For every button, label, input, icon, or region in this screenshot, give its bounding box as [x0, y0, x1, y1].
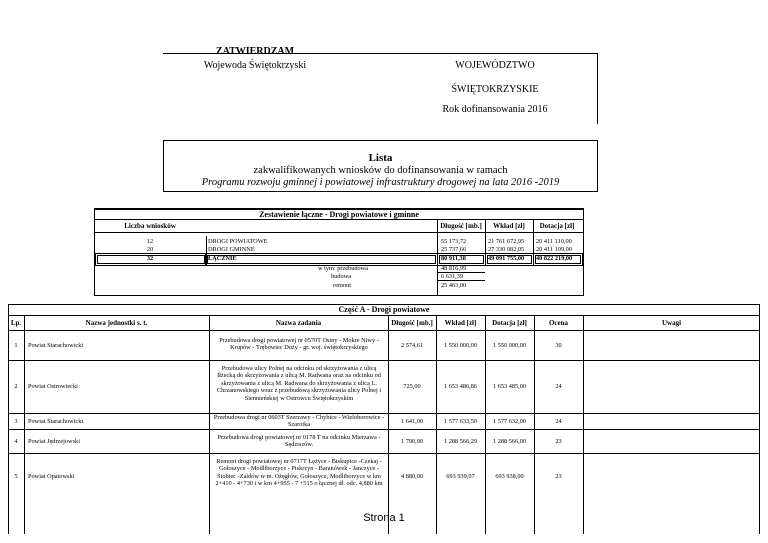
summary-row-contribution: 27 330 082,05 [488, 246, 525, 253]
summary-title: Zestawienie łączne - Drogi powiatowe i gminne [259, 210, 419, 219]
summary-header-count: Liczba wniosków [124, 222, 176, 230]
row-score: 24 [555, 418, 562, 425]
row-subsidy: 693 938,00 [495, 473, 524, 480]
row-unit: Powiat Starachowicki [28, 342, 84, 349]
partA-header-lp: Lp. [10, 319, 22, 327]
row-unit: Powiat Starachowicki [28, 418, 84, 425]
approval-subtitle: Wojewoda Świętokrzyski [203, 60, 307, 71]
row-length: 4 880,00 [400, 473, 424, 480]
partA-header-length: Długość [mb.] [391, 319, 433, 327]
row-score: 23 [555, 473, 562, 480]
summary-total-count: 32 [146, 255, 154, 262]
row-lp: 3 [14, 418, 18, 425]
partA-header-contribution: Wkład [zł] [444, 319, 477, 327]
summary-row-length: 25 737,66 [441, 246, 467, 253]
breakdown-label: remont [333, 282, 351, 289]
row-task: Przebudowa drogi powiatowej nr 0570T Osiny - Mokre Niwy - Krupów - Trębowiec Duży - gr. woj. świętokrzyskiego [219, 337, 379, 352]
partA-header-subsidy: Dotacja [zł] [492, 319, 527, 327]
breakdown-value: 48 816,99 [441, 265, 467, 272]
partA-header-task: Nazwa zadania [275, 319, 322, 327]
row-score: 24 [555, 383, 562, 390]
region-year: Rok dofinansowania 2016 [442, 104, 548, 115]
breakdown-value: 6 631,39 [441, 273, 464, 280]
row-contribution: 1 577 633,50 [443, 418, 478, 425]
breakdown-label: budowa [331, 273, 351, 280]
row-lp: 4 [14, 438, 18, 445]
summary-total-contribution: 49 091 755,00 [488, 255, 525, 262]
row-task: Przebudowa drogi nr 0603T Szerzawy - Chybice - Wieloborowice - Szarotka [213, 414, 385, 429]
summary-total-name: ŁĄCZNIE [208, 255, 237, 262]
summary-row-count: 20 [146, 246, 154, 253]
row-length: 725,00 [403, 383, 421, 390]
partA-title: Część A - Drogi powiatowe [338, 305, 430, 314]
row-task: Przebudowa ulicy Polnej na odcinku od skrzyżowania z ulicą Iłżecką do skrzyżowania z ulicą M. Radwana oraz na odcinku od skrzyżowania z ulicą M. Radwana do skrzyżowania z ulicą L. Chrzanowskiego wraz z przebudową skrzyżowania ulicy Polnej i Siennieńskiej w Ostrowcu Świętokrzyskim [216, 365, 382, 402]
row-task: Przebudowa drogi powiatowej nr 0178 T na odcinku Mierzawa - Sędziszów. [217, 434, 381, 449]
list-line2: Programu rozwoju gminnej i powiatowej infrastruktury drogowej na lata 2016 -2019 [201, 177, 560, 188]
list-title: Lista [368, 152, 393, 164]
summary-row-subsidy: 20 411 110,00 [536, 238, 572, 245]
row-contribution: 693 939,07 [446, 473, 475, 480]
breakdown-label: w tym: przebudowa [317, 265, 368, 272]
row-contribution: 1 288 566,29 [443, 438, 478, 445]
region-line2: ŚWIĘTOKRZYSKIE [451, 84, 539, 95]
summary-total-length: 80 911,38 [441, 255, 466, 262]
summary-header-subsidy: Dotacja [zł] [539, 222, 575, 230]
partA-header-score: Ocena [548, 319, 569, 327]
row-subsidy: 1 577 632,00 [492, 418, 527, 425]
row-task: Remont drogi powiatowej nr 0717T Łężyce - Biskupice -Czekaj - Gołoszyce - Modliborzyce - Piskrzyn - Baranówek - Janczyce - Stobiec -Zaldów w m. Ożęgłów, Gołoszyce, Modliborzyce w km 2+410 - 4+730 i w km 4+955 - 7 +515 o łącznej dł. odc. 4,880 km [215, 458, 383, 488]
row-subsidy: 1 653 485,00 [492, 383, 527, 390]
approval-title: ZATWIERDZAM [215, 46, 295, 57]
summary-header-length: Długość [mb.] [440, 222, 482, 230]
summary-total-subsidy: 40 822 219,00 [536, 255, 573, 262]
list-line1: zakwalifikowanych wniosków do dofinansowania w ramach [253, 165, 508, 176]
page-number: Strona 1 [363, 512, 405, 524]
summary-row-name: DROGI GMINNE [208, 246, 255, 253]
row-lp: 5 [14, 473, 18, 480]
partA-header-unit: Nazwa jednostki s. t. [85, 319, 148, 327]
row-unit: Powiat Opatowski [28, 473, 75, 480]
row-contribution: 1 653 486,86 [443, 383, 478, 390]
summary-row-count: 12 [146, 238, 154, 245]
row-score: 30 [555, 342, 562, 349]
row-unit: Powiat Jędrzejowski [28, 438, 80, 445]
row-unit: Powiat Ostrowiecki [28, 383, 78, 390]
row-subsidy: 1 288 566,00 [492, 438, 527, 445]
row-length: 1 700,00 [400, 438, 424, 445]
row-lp: 1 [14, 342, 18, 349]
breakdown-value: 25 463,00 [441, 282, 467, 289]
summary-row-subsidy: 20 411 109,00 [536, 246, 572, 253]
row-score: 23 [555, 438, 562, 445]
row-lp: 2 [14, 383, 18, 390]
summary-row-contribution: 21 761 672,95 [488, 238, 525, 245]
partA-header-notes: Uwagi [661, 319, 682, 327]
row-subsidy: 1 550 000,00 [492, 342, 527, 349]
summary-row-length: 55 173,72 [441, 238, 467, 245]
row-length: 1 641,00 [400, 418, 424, 425]
row-length: 2 574,61 [400, 342, 424, 349]
row-contribution: 1 550 000,00 [443, 342, 478, 349]
summary-header-contribution: Wkład [zł] [493, 222, 525, 230]
summary-row-name: DROGI POWIATOWE [208, 238, 268, 245]
region-line1: WOJEWÓDZTWO [455, 60, 535, 71]
